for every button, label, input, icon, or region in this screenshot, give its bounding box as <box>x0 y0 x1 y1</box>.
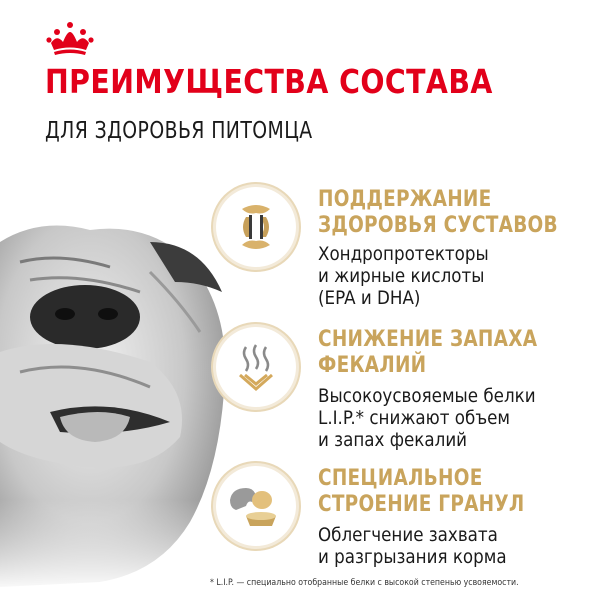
page-subtitle: ДЛЯ ЗДОРОВЬЯ ПИТОМЦА <box>45 118 313 144</box>
joint-icon <box>216 187 296 267</box>
benefit-joint-health <box>216 187 600 307</box>
benefit-title: СНИЖЕНИЕ ЗАПАХА ФЕКАЛИЙ <box>318 327 538 378</box>
benefit-title: ПОДДЕРЖАНИЕ ЗДОРОВЬЯ СУСТАВОВ <box>318 187 558 238</box>
footnote: * L.I.P. — специально отобранные белки с высокой степенью усвояемости. <box>210 578 519 588</box>
benefit-title: СПЕЦИАЛЬНОЕ СТРОЕНИЕ ГРАНУЛ <box>318 466 525 517</box>
kibble-bowl-icon <box>216 466 296 546</box>
benefit-description: Хондропротекторы и жирные кислоты (EPA и DHA) <box>318 243 489 309</box>
odor-reduction-icon-badge <box>216 327 296 407</box>
benefit-odor-reduction <box>216 327 600 451</box>
benefit-description: Высокоусвояемые белки L.I.P.* снижают объем и запах фекалий <box>318 385 536 451</box>
royal-canin-crown-icon <box>45 20 95 58</box>
page-title: ПРЕИМУЩЕСТВА СОСТАВА <box>45 62 493 101</box>
benefit-description: Облегчение захвата и разгрызания корма <box>318 524 507 568</box>
benefit-kibble-structure <box>216 466 600 576</box>
odor-reduction-icon <box>216 327 296 407</box>
joint-icon-badge <box>216 187 296 267</box>
kibble-bowl-icon-badge <box>216 466 296 546</box>
bulldog-photo <box>0 222 232 592</box>
